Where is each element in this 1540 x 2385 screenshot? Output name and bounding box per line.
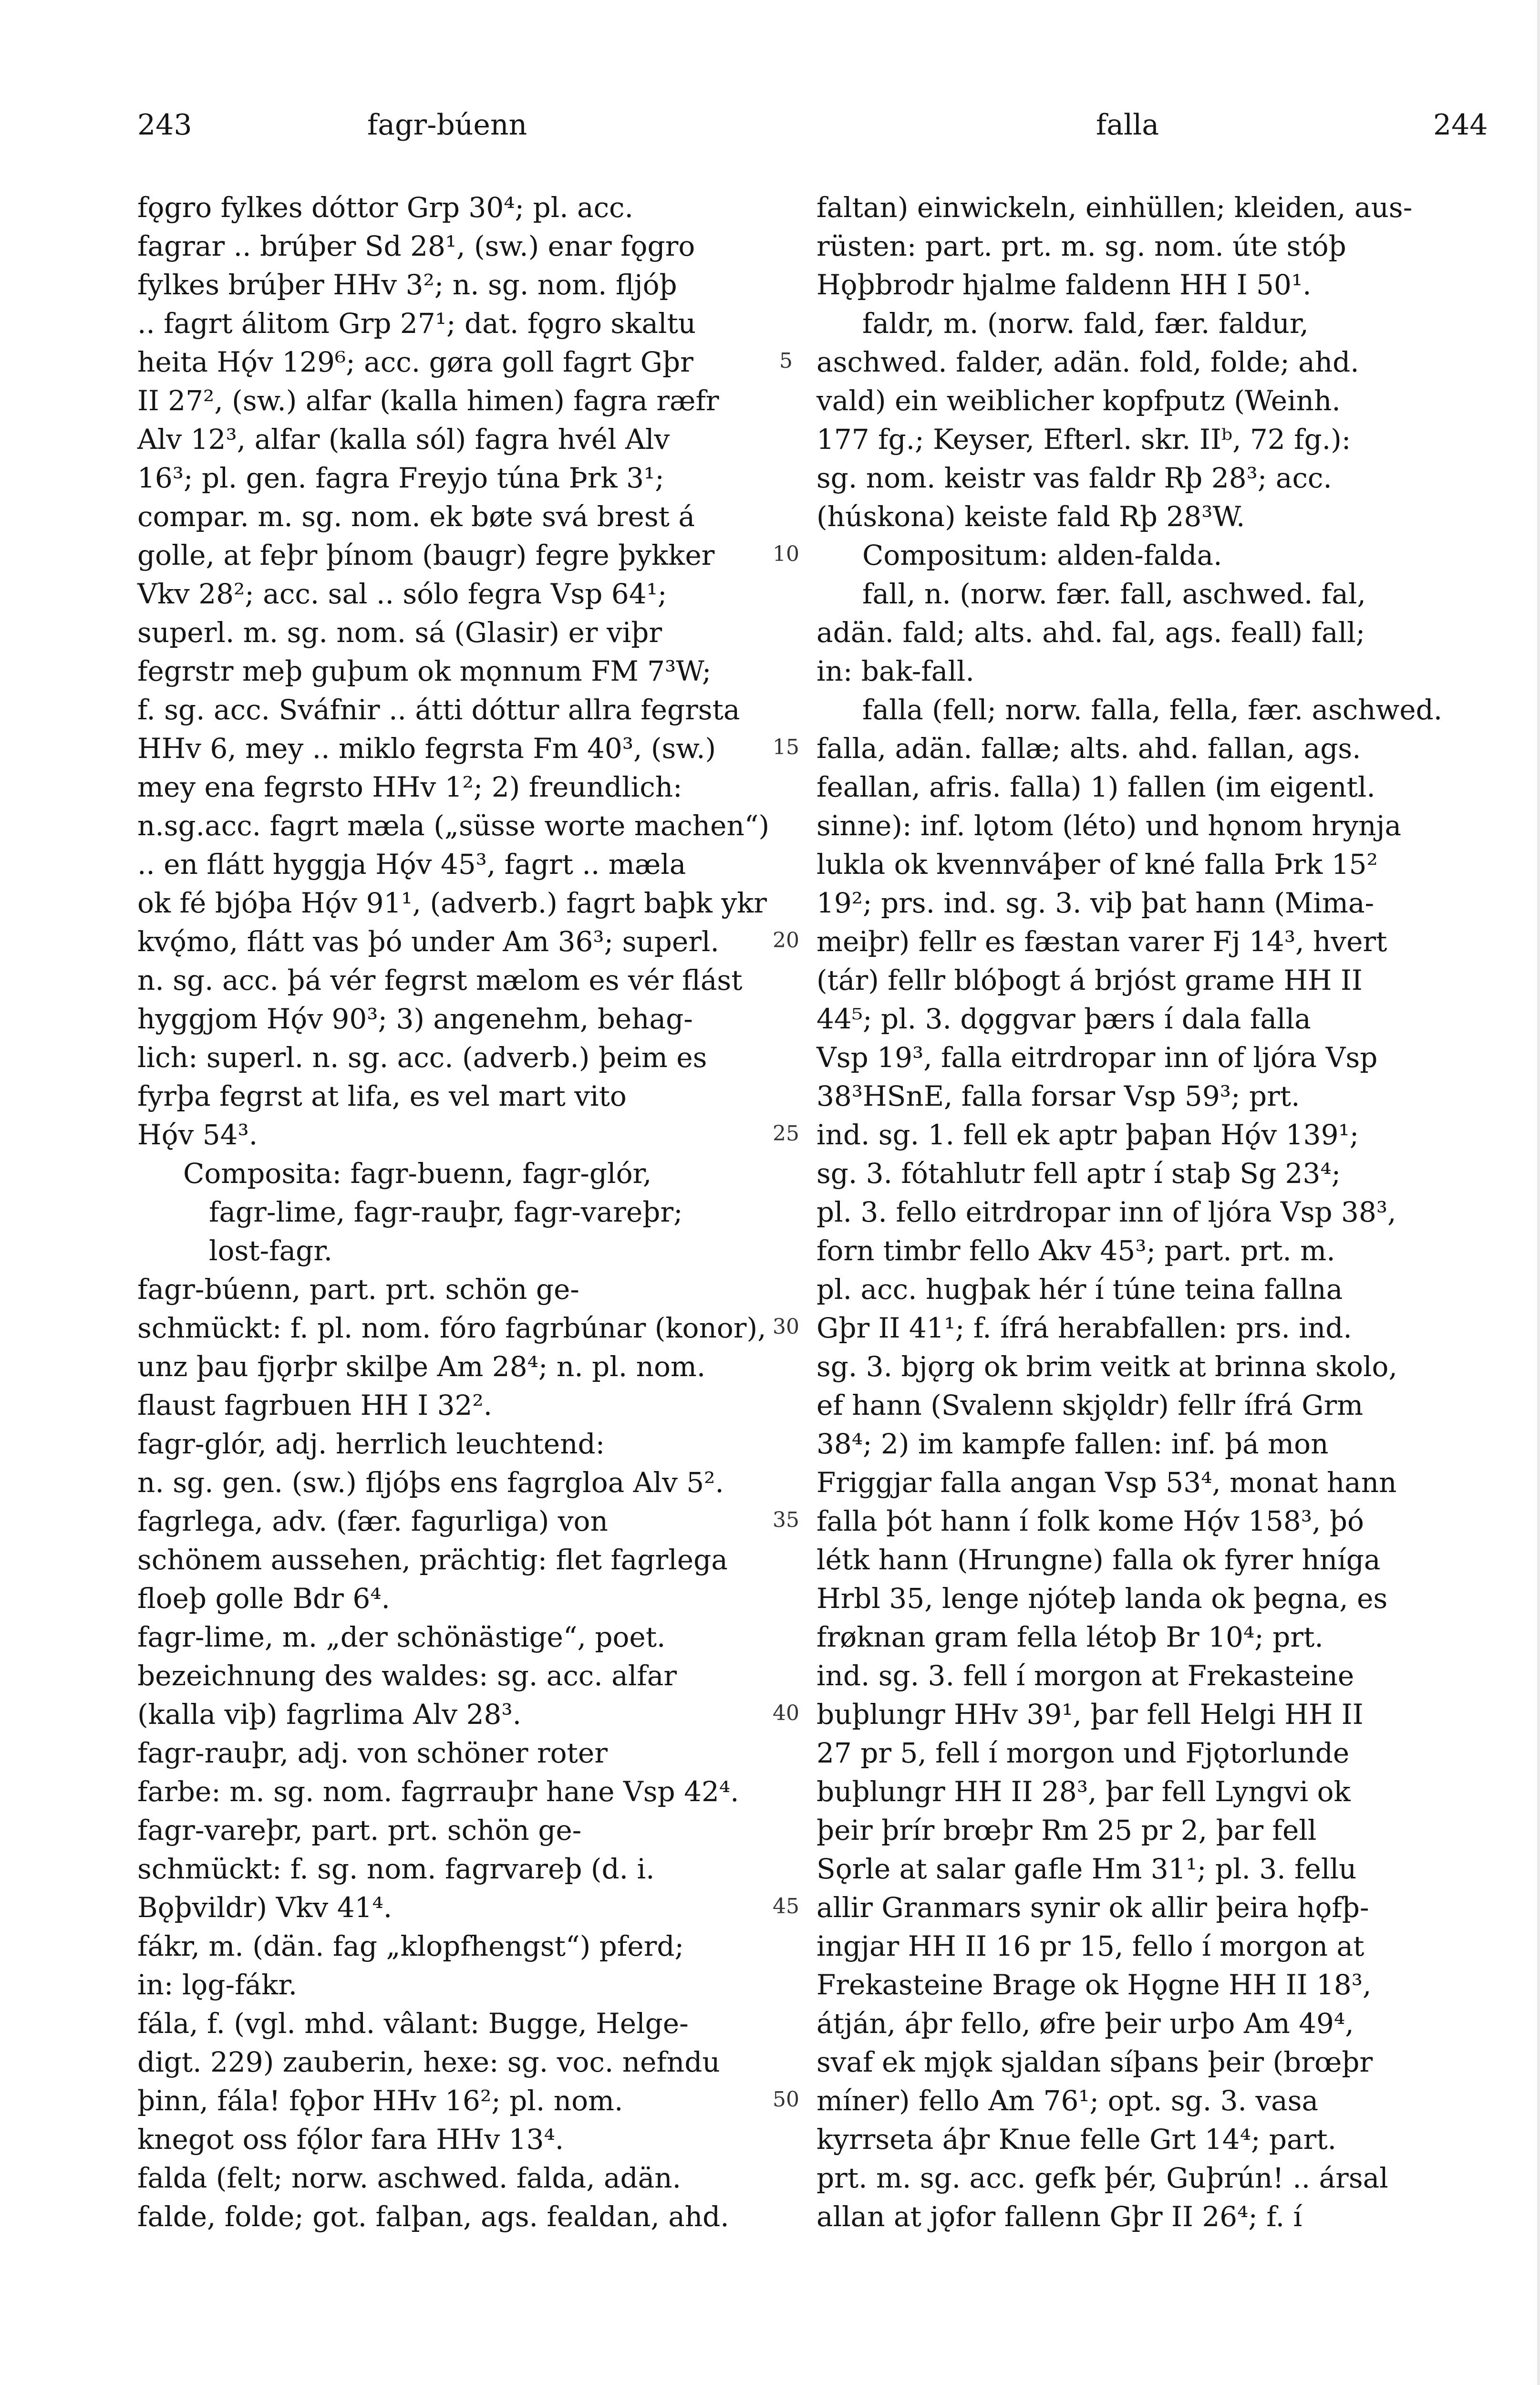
- text-line: fagrar .. brúþer Sd 28¹, (sw.) enar fǫgro: [137, 230, 695, 262]
- text-line: Hrbl 35, lenge njóteþ landa ok þegna, es: [817, 1582, 1388, 1615]
- text-line: fagr-rauþr, adj. von schöner roter: [137, 1737, 608, 1769]
- text-line: falla, adän. fallæ; alts. ahd. fallan, ags.: [817, 732, 1361, 765]
- text-line: 19²; prs. ind. sg. 3. viþ þat hann (Mima-: [817, 887, 1375, 919]
- line-number: 40: [773, 1701, 799, 1725]
- text-line: II 27², (sw.) alfar (kalla himen) fagra ræfr: [137, 384, 719, 417]
- text-line: in: lǫg-fákr.: [137, 1969, 298, 2001]
- text-line: schönem aussehen, prächtig: flet fagrlega: [137, 1544, 728, 1576]
- text-line: allan at jǫfor fallenn Gþr II 26⁴; f. í: [817, 2200, 1302, 2233]
- text-line: fagr-lime, fagr-rauþr, fagr-vareþr;: [209, 1196, 683, 1228]
- text-line: átján, áþr fello, øfre þeir urþo Am 49⁴,: [817, 2007, 1354, 2040]
- line-number: 15: [773, 735, 799, 759]
- line-number: 10: [773, 542, 799, 566]
- line-number: 50: [773, 2087, 799, 2112]
- text-line: n.sg.acc. fagrt mæla („süsse worte machen“): [137, 809, 770, 842]
- right-page-number: 244: [1433, 108, 1488, 142]
- text-line: bezeichnung des waldes: sg. acc. alfar: [137, 1659, 677, 1692]
- text-line: fákr, m. (dän. fag „klopfhengst“) pferd;: [137, 1930, 684, 1962]
- text-line: pl. acc. hugþak hér í túne teina fallna: [817, 1273, 1343, 1306]
- text-line: f. sg. acc. Sváfnir .. átti dóttur allra fegrsta: [137, 694, 740, 726]
- text-line: superl. m. sg. nom. sá (Glasir) er viþr: [137, 616, 662, 649]
- text-line: Friggjar falla angan Vsp 53⁴, monat hann: [817, 1466, 1397, 1499]
- line-number: 25: [773, 1121, 799, 1146]
- text-line: n. sg. gen. (sw.) fljóþs ens fagrgloa Alv 5².: [137, 1466, 724, 1499]
- text-line: falda (felt; norw. aschwed. falda, adän.: [137, 2162, 682, 2194]
- text-line: fylkes brúþer HHv 3²; n. sg. nom. fljóþ: [137, 269, 677, 301]
- text-line: ok fé bjóþa Hǫ́v 91¹, (adverb.) fagrt baþk ykr: [137, 887, 767, 919]
- text-line: .. fagrt álitom Grp 27¹; dat. fǫgro skaltu: [137, 307, 696, 340]
- text-line: sg. nom. keistr vas faldr Rþ 28³; acc.: [817, 462, 1332, 494]
- line-number: 35: [773, 1508, 799, 1532]
- text-line: in: bak-fall.: [817, 655, 974, 687]
- text-line: Frekasteine Brage ok Hǫgne HH II 18³,: [817, 1969, 1372, 2001]
- text-line: schmückt: f. sg. nom. fagrvareþ (d. i.: [137, 1853, 655, 1885]
- text-line: falde, folde; got. falþan, ags. fealdan, ahd.: [137, 2200, 729, 2233]
- text-line: allir Granmars synir ok allir þeira hǫfþ-: [817, 1891, 1369, 1924]
- text-line: lukla ok kvennváþer of kné falla Þrk 15²: [817, 848, 1378, 881]
- text-line: forn timbr fello Akv 45³; part. prt. m.: [817, 1234, 1335, 1267]
- text-line: Alv 12³, alfar (kalla sól) fagra hvél Alv: [137, 423, 670, 456]
- text-line: 38³HSnE, falla forsar Vsp 59³; prt.: [817, 1080, 1300, 1112]
- text-line: aschwed. falder, adän. fold, folde; ahd.: [817, 346, 1359, 378]
- text-line: flaust fagrbuen HH I 32².: [137, 1389, 493, 1421]
- text-line: feallan, afris. falla) 1) fallen (im eigentl.: [817, 771, 1375, 803]
- text-line: HHv 6, mey .. miklo fegrsta Fm 40³, (sw.): [137, 732, 716, 765]
- text-line: Vkv 28²; acc. sal .. sólo fegra Vsp 64¹;: [137, 578, 667, 610]
- text-line: fagr-glór, adj. herrlich leuchtend:: [137, 1428, 605, 1460]
- text-line: míner) fello Am 76¹; opt. sg. 3. vasa: [817, 2084, 1319, 2117]
- text-line: prt. m. sg. acc. gefk þér, Guþrún! .. ársal: [817, 2162, 1388, 2194]
- left-column: [137, 188, 775, 2236]
- text-line: rüsten: part. prt. m. sg. nom. úte stóþ: [817, 230, 1346, 262]
- text-line: faldr, m. (norw. fald, fær. faldur,: [862, 307, 1309, 340]
- text-line: falla (fell; norw. falla, fella, fær. aschwed.: [862, 694, 1443, 726]
- text-line: Hǫþbrodr hjalme faldenn HH I 50¹.: [817, 269, 1312, 301]
- text-line: Hǫ́v 54³.: [137, 1119, 258, 1151]
- text-line: 177 fg.; Keyser, Efterl. skr. IIᵇ, 72 fg.):: [817, 423, 1351, 456]
- right-running-head: falla: [1096, 108, 1159, 142]
- text-line: fǫgro fylkes dóttor Grp 30⁴; pl. acc.: [137, 191, 633, 224]
- text-line: fagrlega, adv. (fær. fagurliga) von: [137, 1505, 608, 1537]
- text-line: n. sg. acc. þá vér fegrst mælom es vér flást: [137, 964, 743, 996]
- text-line: floeþ golle Bdr 6⁴.: [137, 1582, 390, 1615]
- text-line: sg. 3. bjǫrg ok brim veitk at brinna skolo,: [817, 1350, 1397, 1383]
- text-line: vald) ein weiblicher kopfputz (Weinh.: [817, 384, 1341, 417]
- text-line: ef hann (Svalenn skjǫldr) fellr ífrá Grm: [817, 1389, 1364, 1421]
- text-line: 16³; pl. gen. fagra Freyjo túna Þrk 3¹;: [137, 462, 664, 494]
- text-line: fyrþa fegrst at lifa, es vel mart vito: [137, 1080, 627, 1112]
- text-line: kyrrseta áþr Knue felle Grt 14⁴; part.: [817, 2123, 1337, 2156]
- text-line: sg. 3. fótahlutr fell aptr í staþ Sg 23⁴;: [817, 1157, 1341, 1190]
- line-number: 30: [773, 1315, 799, 1339]
- text-line: farbe: m. sg. nom. fagrrauþr hane Vsp 42⁴.: [137, 1775, 739, 1808]
- text-line: golle, at feþr þínom (baugr) fegre þykker: [137, 539, 715, 571]
- page-edge: [1537, 0, 1540, 2385]
- text-line: (húskona) keiste fald Rþ 28³W.: [817, 500, 1245, 533]
- text-line: 27 pr 5, fell í morgon und Fjǫtorlunde: [817, 1737, 1350, 1769]
- text-line: ind. sg. 1. fell ek aptr þaþan Hǫ́v 139¹;: [817, 1119, 1359, 1151]
- text-line: heita Hǫ́v 129⁶; acc. gøra goll fagrt Gþr: [137, 346, 693, 378]
- text-line: þeir þrír brœþr Rm 25 pr 2, þar fell: [817, 1814, 1317, 1846]
- text-line: 44⁵; pl. 3. dǫggvar þærs í dala falla: [817, 1003, 1311, 1035]
- text-line: fagr-búenn, part. prt. schön ge-: [137, 1273, 579, 1306]
- text-line: ingjar HH II 16 pr 15, fello í morgon at: [817, 1930, 1364, 1962]
- text-line: hyggjom Hǫ́v 90³; 3) angenehm, behag-: [137, 1003, 693, 1035]
- text-line: .. en flátt hyggja Hǫ́v 45³, fagrt .. mæla: [137, 848, 686, 881]
- text-line: fagr-lime, m. „der schönästige“, poet.: [137, 1621, 666, 1653]
- text-line: frøknan gram fella létoþ Br 10⁴; prt.: [817, 1621, 1323, 1653]
- text-line: schmückt: f. pl. nom. fóro fagrbúnar (konor),: [137, 1312, 766, 1344]
- text-line: ind. sg. 3. fell í morgon at Frekasteine: [817, 1659, 1354, 1692]
- line-number: 5: [779, 349, 793, 373]
- text-line: (tár) fellr blóþogt á brjóst grame HH II: [817, 964, 1363, 996]
- right-column: [817, 188, 1533, 2236]
- text-line: Bǫþvildr) Vkv 41⁴.: [137, 1891, 393, 1924]
- text-line: lich: superl. n. sg. acc. (adverb.) þeim es: [137, 1041, 707, 1074]
- text-line: lost-fagr.: [209, 1234, 333, 1267]
- text-line: buþlungr HH II 28³, þar fell Lyngvi ok: [817, 1775, 1351, 1808]
- text-line: Sǫrle at salar gafle Hm 31¹; pl. 3. fellu: [817, 1853, 1357, 1885]
- text-line: pl. 3. fello eitrdropar inn of ljóra Vsp 38³,: [817, 1196, 1396, 1228]
- text-line: Compositum: alden-falda.: [862, 539, 1222, 571]
- text-line: svaf ek mjǫk sjaldan síþans þeir (brœþr: [817, 2046, 1373, 2078]
- text-line: 38⁴; 2) im kampfe fallen: inf. þá mon: [817, 1428, 1329, 1460]
- text-line: adän. fald; alts. ahd. fal, ags. feall) fall;: [817, 616, 1365, 649]
- text-line: compar. m. sg. nom. ek bøte svá brest á: [137, 500, 695, 533]
- text-line: kvǫ́mo, flátt vas þó under Am 36³; superl.: [137, 925, 719, 958]
- text-line: falla þót hann í folk kome Hǫ́v 158³, þó: [817, 1505, 1364, 1537]
- text-line: knegot oss fǫ́lor fara HHv 13⁴.: [137, 2123, 564, 2156]
- text-line: fagr-vareþr, part. prt. schön ge-: [137, 1814, 582, 1846]
- text-line: mey ena fegrsto HHv 1²; 2) freundlich:: [137, 771, 682, 803]
- text-line: digt. 229) zauberin, hexe: sg. voc. nefndu: [137, 2046, 720, 2078]
- text-line: fegrstr meþ guþum ok mǫnnum FM 7³W;: [137, 655, 712, 687]
- left-running-head: fagr-búenn: [367, 108, 527, 142]
- text-line: Gþr II 41¹; f. ífrá herabfallen: prs. ind.: [817, 1312, 1352, 1344]
- text-line: faltan) einwickeln, einhüllen; kleiden, aus-: [817, 191, 1413, 224]
- text-line: unz þau fjǫrþr skilþe Am 28⁴; n. pl. nom.: [137, 1350, 706, 1383]
- line-number: 45: [773, 1894, 799, 1918]
- text-line: Composita: fagr-buenn, fagr-glór,: [183, 1157, 652, 1190]
- text-line: sinne): inf. lǫtom (léto) und hǫnom hrynja: [817, 809, 1402, 842]
- text-line: (kalla viþ) fagrlima Alv 28³.: [137, 1698, 522, 1731]
- text-line: Vsp 19³, falla eitrdropar inn of ljóra Vsp: [817, 1041, 1378, 1074]
- left-page-number: 243: [137, 108, 192, 142]
- text-line: fall, n. (norw. fær. fall, aschwed. fal,: [862, 578, 1366, 610]
- text-line: fála, f. (vgl. mhd. vâlant: Bugge, Helge-: [137, 2007, 689, 2040]
- text-line: meiþr) fellr es fæstan varer Fj 14³, hvert: [817, 925, 1387, 958]
- line-number: 20: [773, 928, 799, 953]
- text-line: þinn, fála! fǫþor HHv 16²; pl. nom.: [137, 2084, 623, 2117]
- text-line: létk hann (Hrungne) falla ok fyrer hníga: [817, 1544, 1381, 1576]
- text-line: buþlungr HHv 39¹, þar fell Helgi HH II: [817, 1698, 1364, 1731]
